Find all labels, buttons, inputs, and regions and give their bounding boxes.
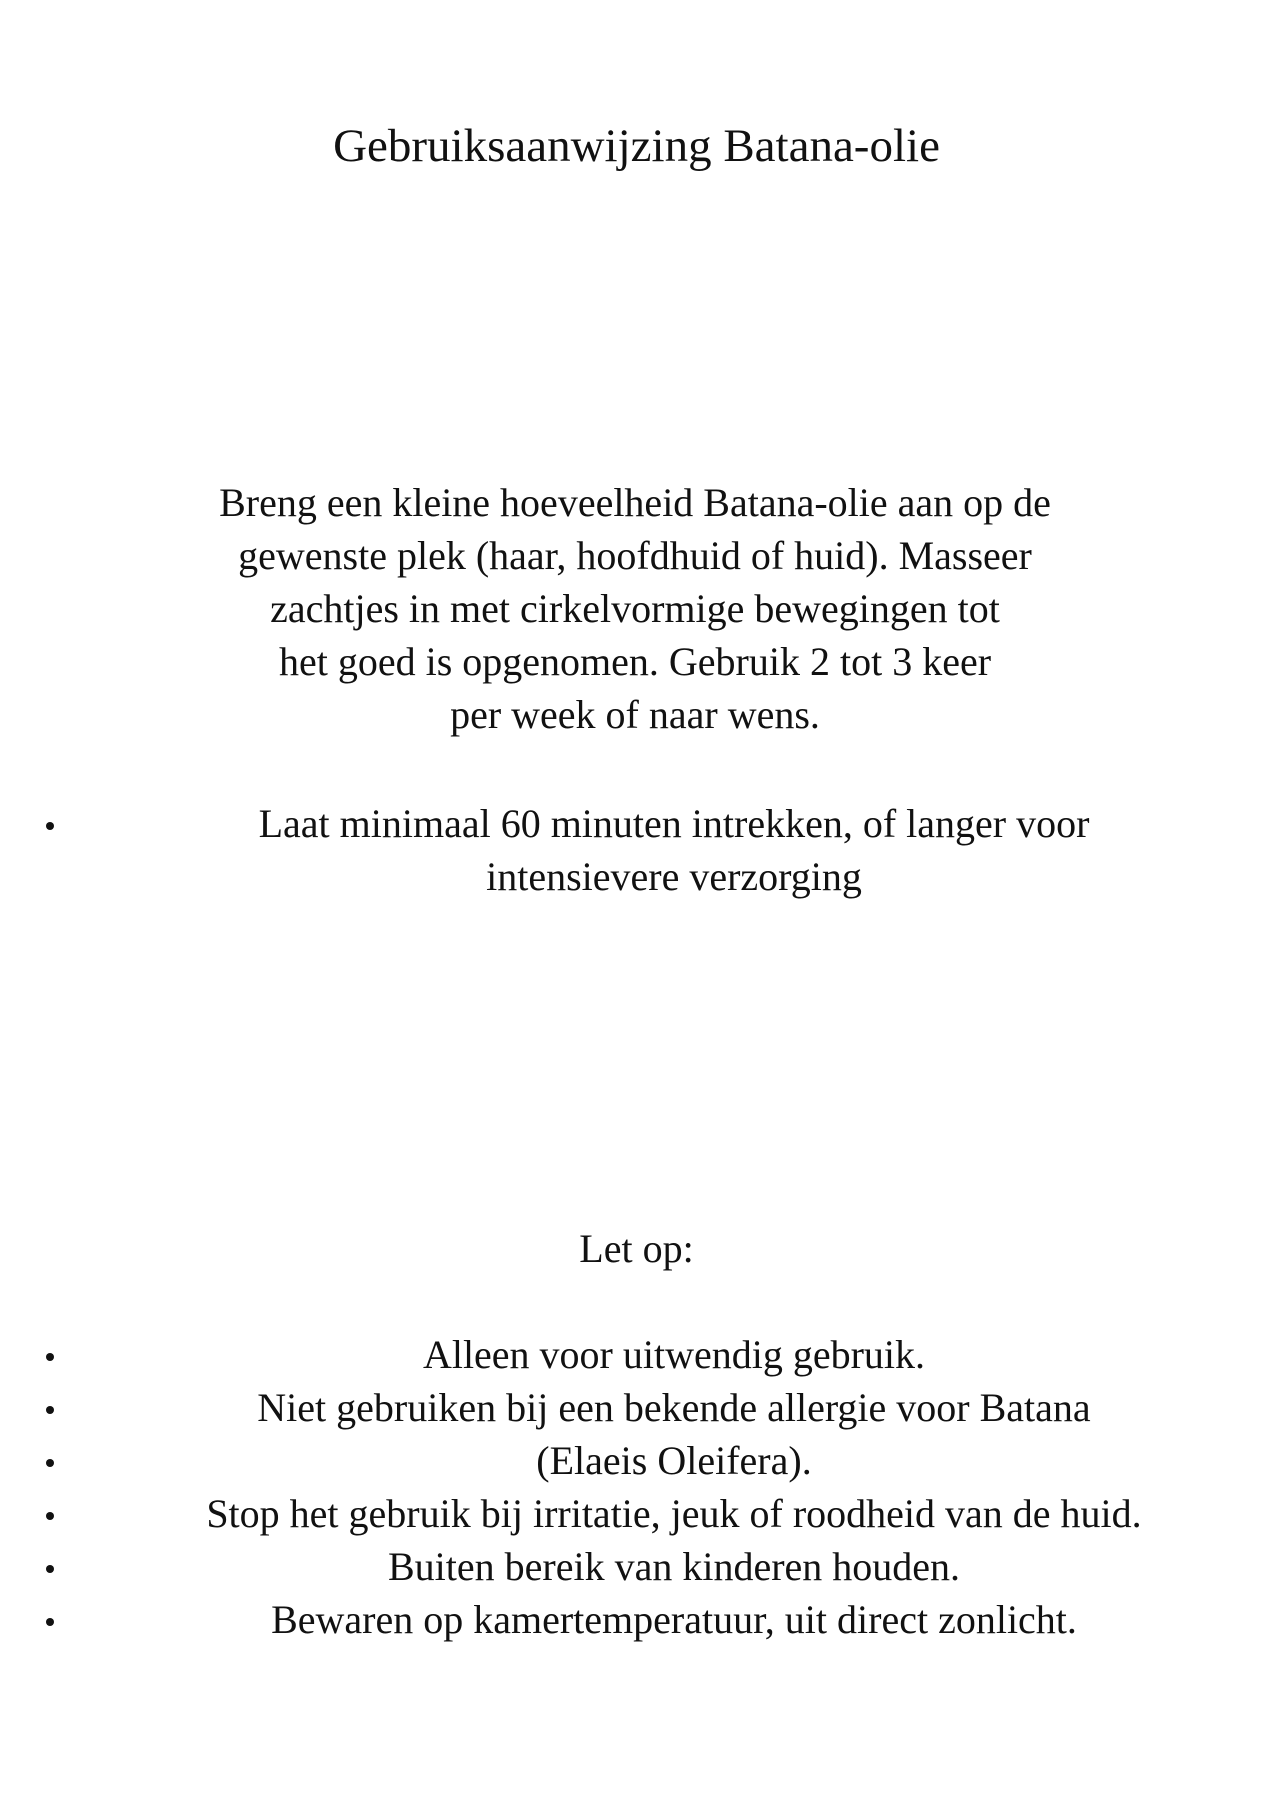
tip-line: Laat minimaal 60 minuten intrekken, of langer voor <box>258 801 1090 846</box>
bullet-icon <box>46 1353 54 1361</box>
warning-text: Stop het gebruik bij irritatie, jeuk of roodheid van de huid. <box>206 1491 1142 1536</box>
warning-text: Bewaren op kamertemperatuur, uit direct zonlicht. <box>271 1597 1077 1642</box>
warning-item <box>0 1328 1273 1381</box>
warning-list <box>0 1328 1273 1646</box>
usage-paragraph <box>120 476 1150 741</box>
bullet-icon <box>46 1618 54 1626</box>
usage-line: het goed is opgenomen. Gebruik 2 tot 3 keer <box>278 639 992 684</box>
warning-item <box>0 1593 1273 1646</box>
warning-item <box>0 1381 1273 1434</box>
bullet-icon <box>46 822 54 830</box>
usage-line: Breng een kleine hoeveelheid Batana-olie aan op de <box>219 480 1051 525</box>
tip-line: intensievere verzorging <box>486 854 862 899</box>
warning-text: Alleen voor uitwendig gebruik. <box>422 1332 926 1377</box>
bullet-icon <box>46 1459 54 1467</box>
warning-item <box>0 1434 1273 1487</box>
usage-line: per week of naar wens. <box>450 692 820 737</box>
warning-text: (Elaeis Oleifera). <box>536 1438 812 1483</box>
bullet-icon <box>46 1406 54 1414</box>
bullet-icon <box>46 1512 54 1520</box>
usage-line: gewenste plek (haar, hoofdhuid of huid). Masseer <box>238 533 1032 578</box>
bullet-icon <box>46 1565 54 1573</box>
tip-list <box>0 797 1273 903</box>
tip-item <box>0 797 1273 903</box>
warning-item <box>0 1487 1273 1540</box>
warning-item <box>0 1540 1273 1593</box>
usage-line: zachtjes in met cirkelvormige bewegingen tot <box>270 586 1000 631</box>
warning-text: Buiten bereik van kinderen houden. <box>387 1544 961 1589</box>
note-heading: Let op: <box>579 1226 694 1271</box>
page-title: Gebruiksaanwijzing Batana-olie <box>333 120 940 172</box>
warning-text: Niet gebruiken bij een bekende allergie voor Batana <box>257 1385 1091 1430</box>
